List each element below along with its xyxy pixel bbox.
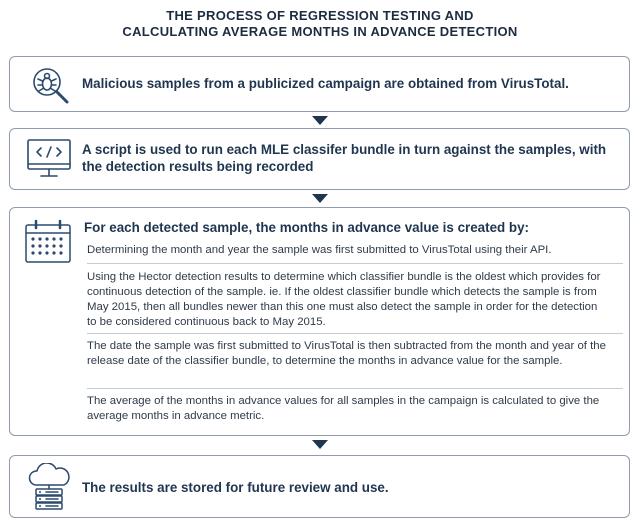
- step-3-item-2: Using the Hector detection results to determine which classifier bundle is the oldest which provides for continuous detection of the sample. ie. If the oldest classifier bundle which detects the sample is from May 2015, then all bundles newer than this one must also detect the sample in order for the detection to be considered continuous back to May 2015.: [87, 271, 601, 328]
- divider-2: [87, 333, 623, 334]
- bug-magnifier-icon: [28, 63, 72, 107]
- arrow-1: [312, 116, 328, 125]
- step-1-box: [9, 56, 630, 112]
- step-4-box: [9, 455, 630, 518]
- code-monitor-icon: [26, 138, 72, 180]
- title-line-2: CALCULATING AVERAGE MONTHS IN ADVANCE DETECTION: [122, 24, 518, 39]
- step-2-text: A script is used to run each MLE classifer bundle in turn against the samples, with the detection results being recorded: [82, 142, 607, 174]
- divider-1: [87, 263, 623, 264]
- step-2-box: [9, 128, 630, 190]
- divider-3: [87, 388, 623, 389]
- step-3-item-1: Determining the month and year the sample was first submitted to VirusTotal using their API.: [87, 244, 552, 256]
- step-3-item-4: The average of the months in advance values for all samples in the campaign is calculated to give the average months in advance metric.: [87, 395, 600, 422]
- diagram-title: [0, 8, 640, 40]
- step-4-text: The results are stored for future review and use.: [82, 480, 389, 495]
- arrow-3: [312, 440, 328, 449]
- arrow-2: [312, 194, 328, 203]
- step-1-text: Malicious samples from a publicized campaign are obtained from VirusTotal.: [82, 76, 569, 91]
- step-3-item-3: The date the sample was first submitted to VirusTotal is then subtracted from the month and year of the release date of the classifier bundle, to determine the months in advance value for the sample.: [87, 340, 606, 367]
- calendar-icon: [24, 219, 72, 265]
- step-3-heading: For each detected sample, the months in advance value is created by:: [84, 220, 530, 235]
- title-line-1: THE PROCESS OF REGRESSION TESTING AND: [166, 8, 474, 23]
- step-3-box: [9, 207, 630, 436]
- cloud-server-icon: [26, 463, 72, 511]
